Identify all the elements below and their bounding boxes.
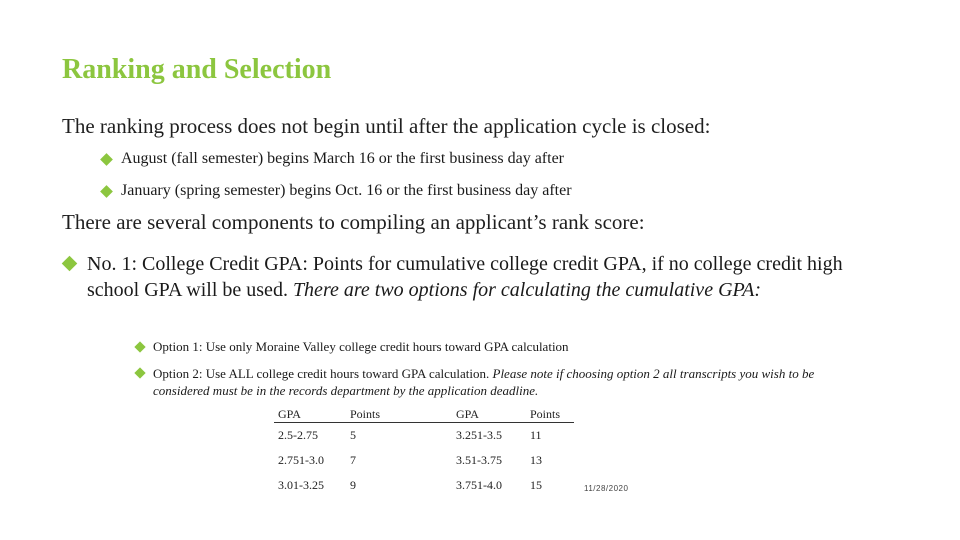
option-note: Please note if choosing option 2 all transcripts you wish to be considered must be in the records department by the application deadline. <box>153 366 815 398</box>
list-item-text: August (fall semester) begins March 16 or the first business day after <box>121 150 564 167</box>
diamond-bullet-icon <box>134 341 145 352</box>
component-item <box>64 251 854 303</box>
component-description: College Credit GPA: Points for cumulative college credit GPA, if no college credit high school GPA will be used. <box>87 253 843 301</box>
diamond-bullet-icon <box>100 185 113 198</box>
option-body <box>153 365 826 399</box>
diamond-bullet-icon <box>62 256 78 272</box>
table-row <box>274 448 574 473</box>
diamond-bullet-icon <box>134 367 145 378</box>
table-cell: 5 <box>350 428 356 442</box>
table-header: GPA <box>452 405 526 423</box>
ranking-intro: The ranking process does not begin until after the application cycle is closed: <box>62 114 711 138</box>
component-note: There are two options for calculating the cumulative GPA: <box>292 279 762 301</box>
list-item <box>102 182 572 200</box>
option-item <box>136 339 569 355</box>
table-cell: 2.751-3.0 <box>278 453 324 467</box>
table-cell: 3.251-3.5 <box>456 428 502 442</box>
diamond-bullet-icon <box>100 153 113 166</box>
footer-date: 11/28/2020 <box>584 484 629 493</box>
slide-title: Ranking and Selection <box>62 54 332 85</box>
option-text: Option 2: Use ALL college credit hours toward GPA calculation. <box>153 366 493 381</box>
table-cell: 3.51-3.75 <box>456 453 502 467</box>
table-cell: 9 <box>350 478 356 492</box>
table-header-row <box>274 405 574 423</box>
components-intro: There are several components to compiling an applicant’s rank score: <box>62 210 645 234</box>
table-cell: 15 <box>530 478 542 492</box>
table-cell: 2.5-2.75 <box>278 428 318 442</box>
table-header: Points <box>346 405 452 423</box>
table-row <box>274 423 574 449</box>
list-item <box>102 150 564 168</box>
gpa-points-table <box>274 405 574 498</box>
table-row <box>274 473 574 498</box>
table-cell: 7 <box>350 453 356 467</box>
table-header: Points <box>526 405 574 423</box>
table-cell: 3.01-3.25 <box>278 478 324 492</box>
option-text: Option 1: Use only Moraine Valley college credit hours toward GPA calculation <box>153 339 569 354</box>
list-item-text: January (spring semester) begins Oct. 16 or the first business day after <box>121 182 572 199</box>
table-cell: 3.751-4.0 <box>456 478 502 492</box>
component-text <box>87 251 847 303</box>
table-header: GPA <box>274 405 346 423</box>
table-cell: 11 <box>530 428 542 442</box>
option-item <box>136 365 826 399</box>
component-label: No. 1: <box>87 253 137 275</box>
table-cell: 13 <box>530 453 542 467</box>
